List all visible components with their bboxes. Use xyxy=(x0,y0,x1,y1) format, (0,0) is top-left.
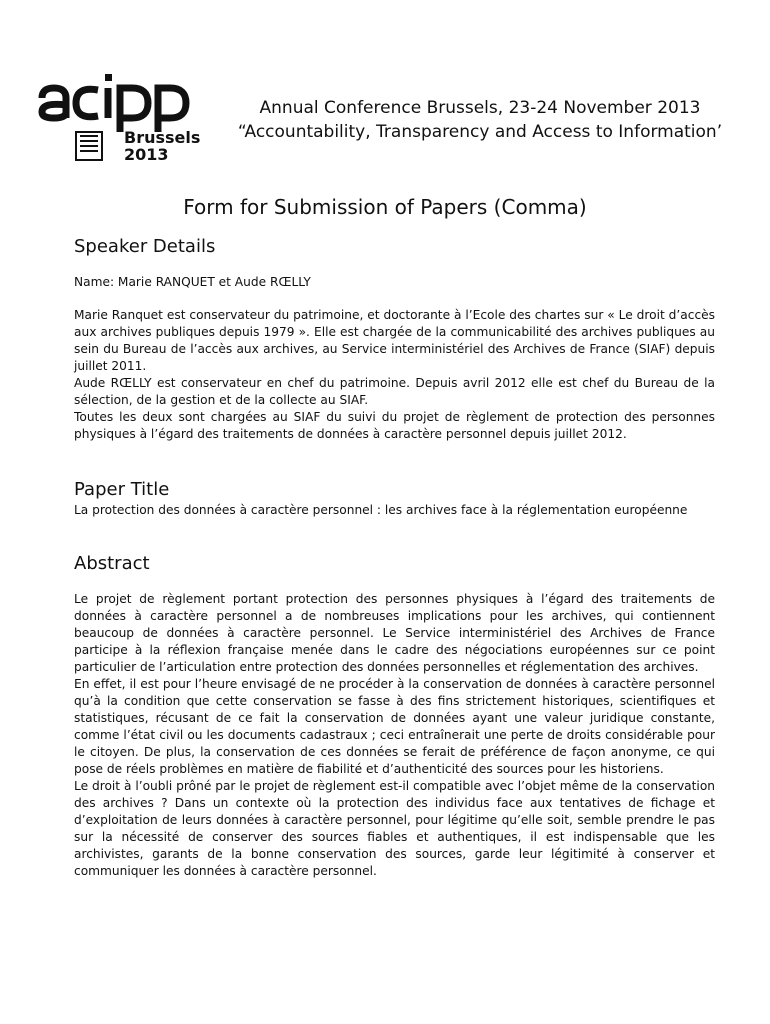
abstract-paragraph: En effet, il est pour l’heure envisagé de ne procéder à la conservation de données à caractère personnel qu’à la condition que cette conservation se fasse à des fins strictement historiques, scientifiques et statistiques, récusant de ce fait la conservation de données ayant une valeur juridique constante, comme l’état civil ou les documents cadastraux ; ceci entraînerait une perte de droits considérable pour le citoyen. De plus, la conservation de ces données se ferait de préférence de façon anonyme, ce qui pose de réels problèmes en matière de fiabilité et d’authenticité des sources pour les historiens. xyxy=(74,677,715,776)
paper-section xyxy=(74,478,715,519)
paper-title: La protection des données à caractère personnel : les archives face à la réglementation européenne xyxy=(74,503,688,517)
conference-header xyxy=(200,96,760,144)
abstract-paragraph: Le droit à l’oubli prôné par le projet de règlement est-il compatible avec l’objet même de la conservation des archives ? Dans un contexte où la protection des individus face aux tentatives de fichage et d’exploitation de leurs données à caractère personnel, pour légitime qu’elle soit, semble prendre le pas sur la nécessité de conserver des sources fiables et authentiques, il est indispensable que les archivistes, garants de la bonne conservation des sources, garde leur légitimité à conserver et communiquer les données à caractère personnel. xyxy=(74,779,715,878)
logo-year: 2013 xyxy=(124,145,169,164)
speaker-name: Name: Marie RANQUET et Aude RŒLLY xyxy=(74,275,311,289)
abstract-heading: Abstract xyxy=(74,553,150,574)
speaker-paragraph: Toutes les deux sont chargées au SIAF du suivi du projet de règlement de protection des personnes physiques à l’égard des traitements de données à caractère personnel depuis juillet 2012. xyxy=(74,410,715,441)
logo-city: Brussels xyxy=(124,128,201,147)
speaker-paragraph: Aude RŒLLY est conservateur en chef du patrimoine. Depuis avril 2012 elle est chef du Bureau de la sélection, de la gestion et de la collecte au SIAF. xyxy=(74,376,715,407)
conference-line-2: “Accountability, Transparency and Access to Information’ xyxy=(237,122,723,142)
abstract-paragraph: Le projet de règlement portant protection des personnes physiques à l’égard des traitements de données à caractère personnel a de nombreuses implications pour les archives, qui contiennent beaucoup de données à caractère personnel. Le Service interministériel des Archives de France participe à la réflexion française menée dans le cadre des négociations européennes sur ce point particulier de l’articulation entre protection des données personnelles et réglementation des archives. xyxy=(74,592,715,674)
speaker-section xyxy=(74,235,715,443)
speaker-heading: Speaker Details xyxy=(74,236,216,257)
speaker-paragraph: Marie Ranquet est conservateur du patrimoine, et doctorante à l’Ecole des chartes sur « Le droit d’accès aux archives publiques depuis 1979 ». Elle est chargée de la communicabilité des archives publiques au sein du Bureau de l’accès aux archives, au Service interministériel des Archives de France (SIAF) depuis juillet 2011. xyxy=(74,308,715,373)
form-title: Form for Submission of Papers (Comma) xyxy=(183,195,587,219)
acipp-logo-graphic xyxy=(36,72,196,168)
conference-line-1: Annual Conference Brussels, 23-24 November 2013 xyxy=(259,98,701,118)
acipp-logo xyxy=(36,72,201,168)
paper-heading: Paper Title xyxy=(74,479,170,500)
abstract-section xyxy=(74,552,715,880)
